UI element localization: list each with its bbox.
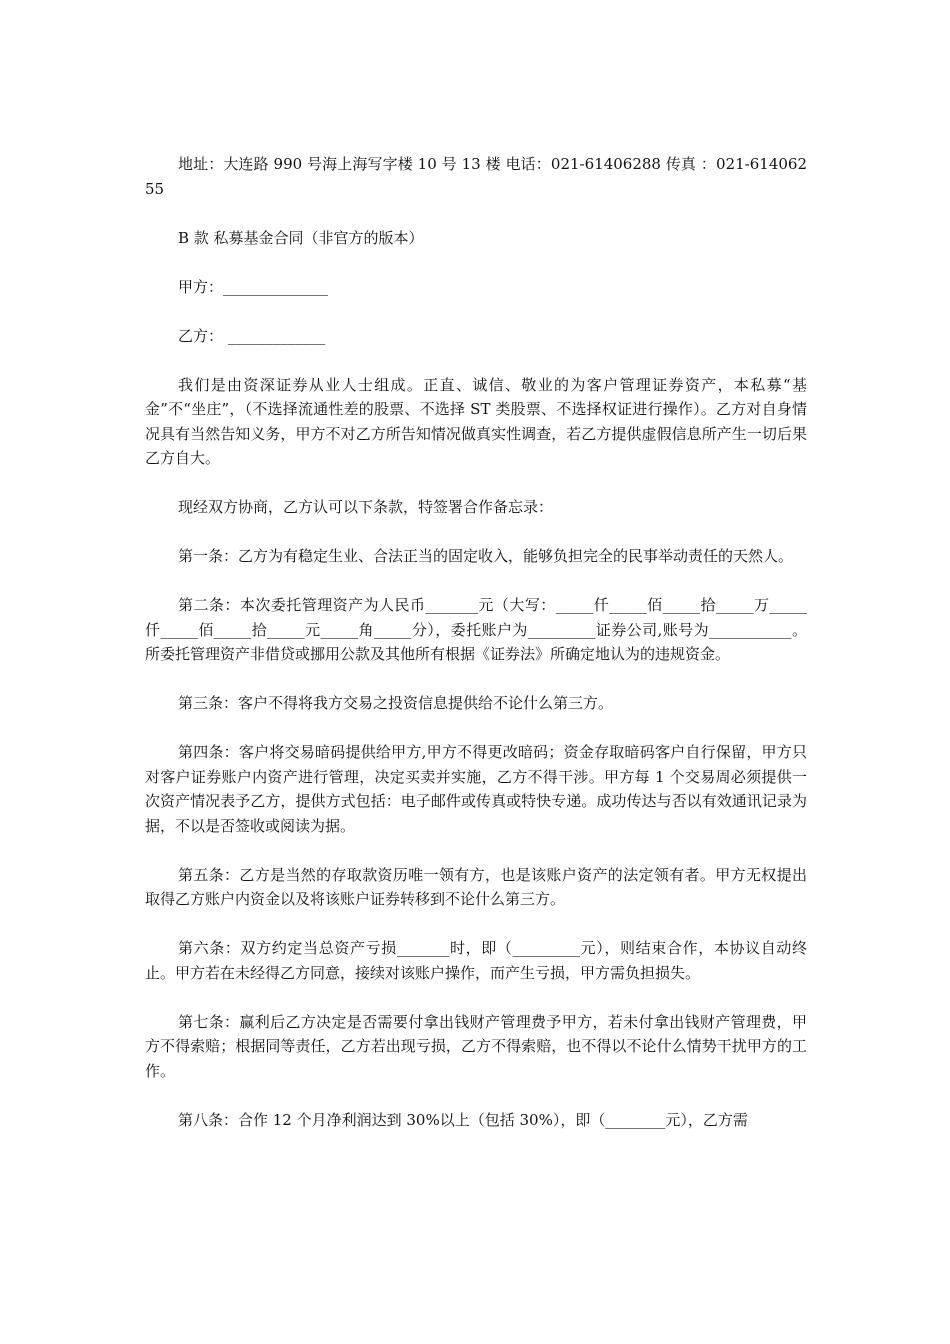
clause-5: 第五条：乙方是当然的存取款资历唯一领有方，也是该账户资产的法定领有者。甲方无权提出取得乙方账户内资金以及将该账户证券转移到不论什么第三方。: [145, 865, 807, 908]
consultation-paragraph: 现经双方协商，乙方认可以下条款，特签署合作备忘录：: [178, 498, 554, 516]
party-b-line: 乙方： _____________: [178, 326, 326, 345]
clause-2: 第二条：本次委托管理资产为人民币_______元（大写：_____仟_____佰_____拾_____万_____仟_____佰_____拾_____元_____角_____分），委托账户为_________证券公司,账号为___________。所委托管理资产非借贷或挪用公款及其他所有根据《证券法》所确定地认为的违规资金。: [145, 596, 807, 663]
clause-4: 第四条：客户将交易暗码提供给甲方,甲方不得更改暗码；资金存取暗码客户自行保留，甲方只对客户证券账户内资产进行管理，决定买卖并实施，乙方不得干涉。甲方每 1 个交易周必须提供一次资产情况表予乙方，提供方式包括：电子邮件或传真或特快专递。成功传达与否以有效通讯记录为据，不以是否签收或阅读为据。: [145, 743, 807, 835]
clause-1: 第一条：乙方为有稳定生业、合法正当的固定收入，能够负担完全的民事举动责任的天然人。: [178, 547, 794, 565]
clause-8: 第八条：合作 12 个月净利润达到 30%以上（包括 30%），即（________元），乙方需: [178, 1110, 748, 1129]
clause-3: 第三条：客户不得将我方交易之投资信息提供给不论什么第三方。: [178, 694, 614, 712]
party-a-line: 甲方：______________: [178, 277, 329, 296]
clause-6: 第六条：双方约定当总资产亏损_______时，即（_________元），则结束合作，本协议自动终止。甲方若在未经得乙方同意，接续对该账户操作，而产生亏损，甲方需负担损失。: [145, 939, 807, 982]
document-body: [145, 152, 807, 1132]
address-line: 地址：大连路 990 号海上海写字楼 10 号 13 楼 电话：021-61406288 传真 ：021-61406255: [145, 155, 807, 198]
intro-paragraph: 我们是由资深证券从业人士组成。正直、诚信、敬业的为客户管理证券资产，本私募“基金”不“坐庄”，（不选择流通性差的股票、不选择 ST 类股票、不选择权证进行操作）。乙方对自身情况具有当然告知义务，甲方不对乙方所告知情况做真实性调查，若乙方提供虚假信息所产生一切后果乙方自大。: [145, 375, 807, 467]
contract-title: B 款 私募基金合同（非官方的版本）: [178, 228, 424, 247]
clause-7: 第七条：赢利后乙方决定是否需要付拿出钱财产管理费予甲方，若未付拿出钱财产管理费，甲方不得索赔；根据同等责任，乙方若出现亏损，乙方不得索赔，也不得以不论什么情势干扰甲方的工作。: [145, 1012, 807, 1080]
